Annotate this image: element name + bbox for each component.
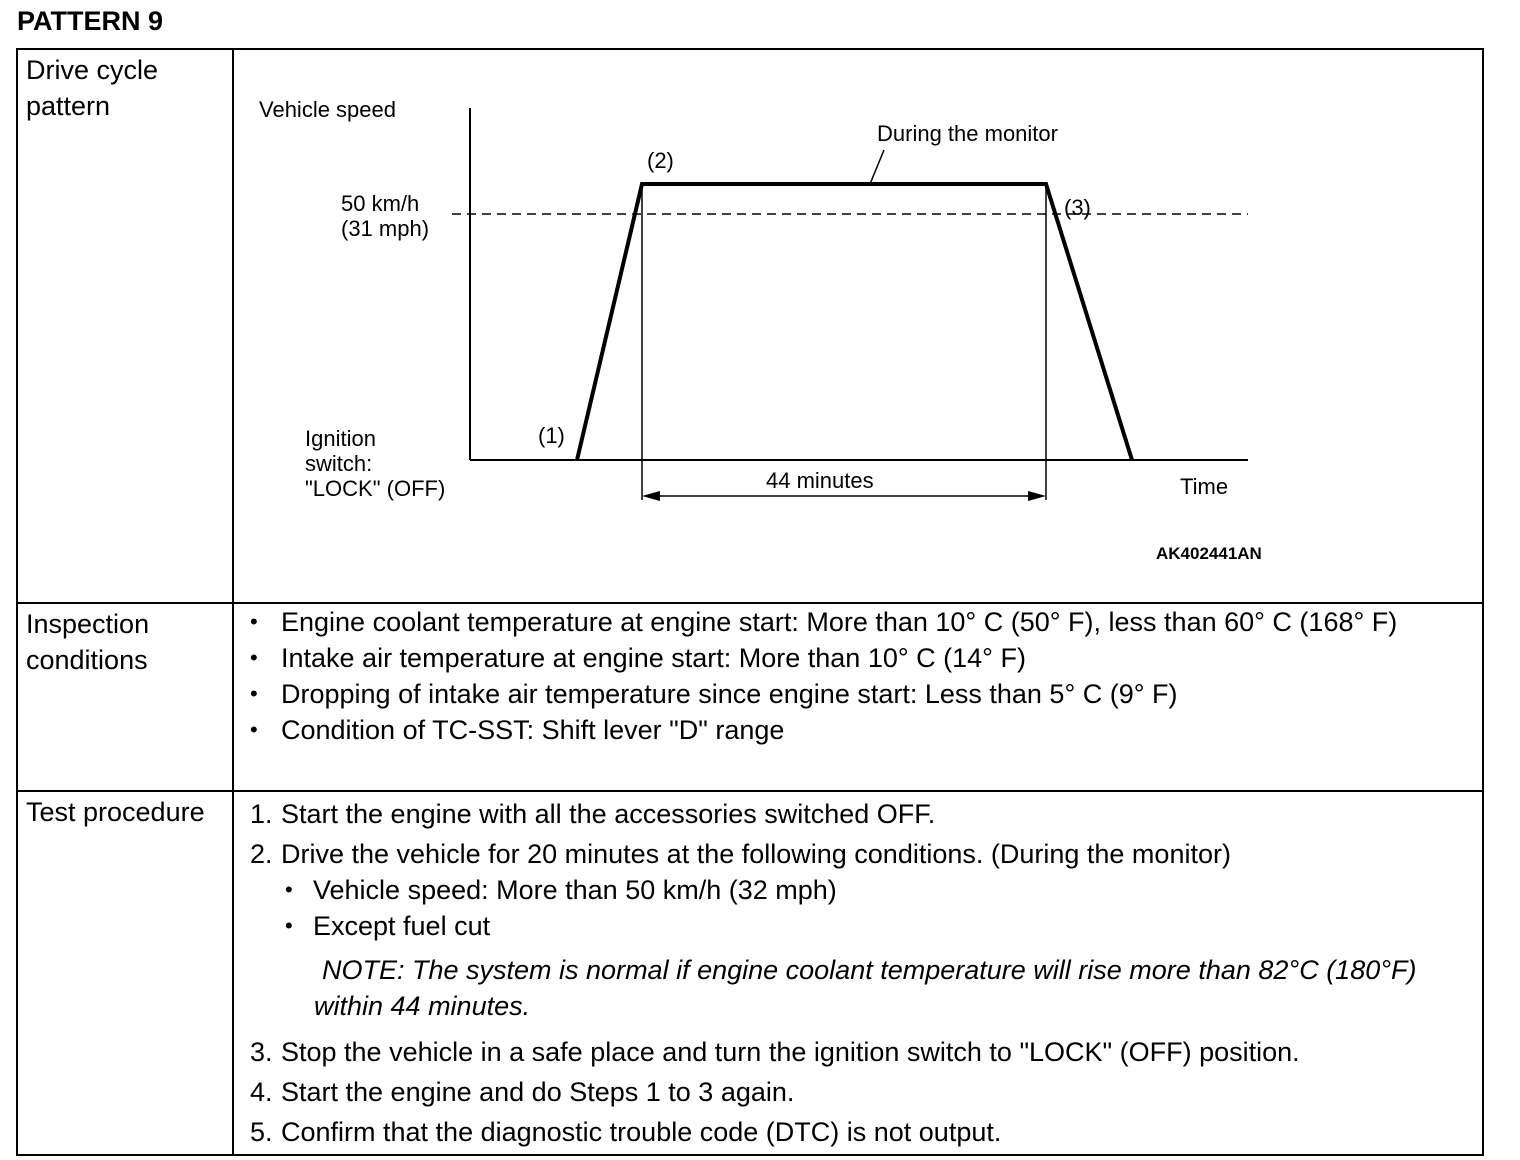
step-number: 5.	[250, 1117, 273, 1147]
monitor-leader-line	[870, 150, 884, 184]
inspection-row	[17, 603, 1483, 791]
inspection-item: • Dropping of intake air temperature since engine start: Less than 5° C (9° F)	[250, 676, 1482, 712]
inspection-item: • Engine coolant temperature at engine start: More than 10° C (50° F), less than 60° C (168° F)	[250, 604, 1482, 640]
step-text: Confirm that the diagnostic trouble code (DTC) is not output.	[281, 1117, 1002, 1147]
step-text: Stop the vehicle in a safe place and turn the ignition switch to "LOCK" (OFF) position.	[281, 1037, 1300, 1067]
step-number: 1.	[250, 799, 273, 829]
point-1-label: (1)	[538, 423, 565, 448]
drive-cycle-row	[17, 49, 1483, 603]
ignition-label-line1: Ignition	[305, 426, 376, 451]
page-title: PATTERN 9	[17, 6, 164, 36]
step-number: 2.	[250, 839, 273, 869]
test-row	[17, 791, 1483, 1155]
step-2-bullet: • Vehicle speed: More than 50 km/h (32 mph)	[250, 872, 1482, 908]
monitor-label: During the monitor	[877, 121, 1058, 146]
ignition-label-line3: "LOCK" (OFF)	[305, 476, 446, 501]
procedure-step	[250, 1114, 1482, 1150]
inspection-item: • Intake air temperature at engine start: More than 10° C (14° F)	[250, 640, 1482, 676]
procedure-step	[250, 796, 1482, 832]
step-number: 4.	[250, 1077, 273, 1107]
figure-code: AK402441AN	[1156, 544, 1262, 563]
inspection-list	[234, 604, 1482, 748]
duration-label: 44 minutes	[766, 468, 874, 493]
step-2-bullet: • Except fuel cut	[250, 908, 1482, 944]
step-text: Drive the vehicle for 20 minutes at the following conditions. (During the monitor)	[281, 839, 1231, 869]
drive-cycle-table	[16, 48, 1484, 1156]
step-text: Start the engine and do Steps 1 to 3 again.	[281, 1077, 795, 1107]
procedure-step	[250, 1034, 1482, 1070]
speed-label-mph: (31 mph)	[341, 216, 430, 241]
step-text: Start the engine with all the accessories switched OFF.	[281, 799, 936, 829]
inspection-item: • Condition of TC-SST: Shift lever "D" range	[250, 712, 1482, 748]
test-label: Test procedure	[17, 791, 233, 1155]
speed-label-kmh: 50 km/h	[341, 191, 420, 216]
point-2-label: (2)	[647, 148, 674, 173]
procedure-note: NOTE: The system is normal if engine coolant temperature will rise more than 82°C (180°F) within 44 minutes.	[314, 955, 1417, 1021]
ignition-label-line2: switch:	[305, 451, 373, 476]
procedure-step	[250, 836, 1482, 872]
procedure-step	[250, 1074, 1482, 1110]
x-axis-label: Time	[1180, 474, 1229, 499]
point-3-label: (3)	[1064, 195, 1091, 220]
drive-cycle-label: Drive cycle pattern	[17, 49, 233, 603]
test-procedure	[233, 791, 1483, 1155]
drive-cycle-diagram-cell	[233, 49, 1483, 603]
drive-cycle-diagram	[234, 50, 1492, 593]
speed-profile-line	[577, 184, 1132, 460]
duration-arrow-right-head	[1028, 491, 1046, 501]
y-axis-label: Vehicle speed	[259, 97, 396, 122]
step-number: 3.	[250, 1037, 273, 1067]
inspection-conditions	[233, 603, 1483, 791]
duration-arrow-left-head	[642, 491, 660, 501]
inspection-label: Inspection conditions	[17, 603, 233, 791]
